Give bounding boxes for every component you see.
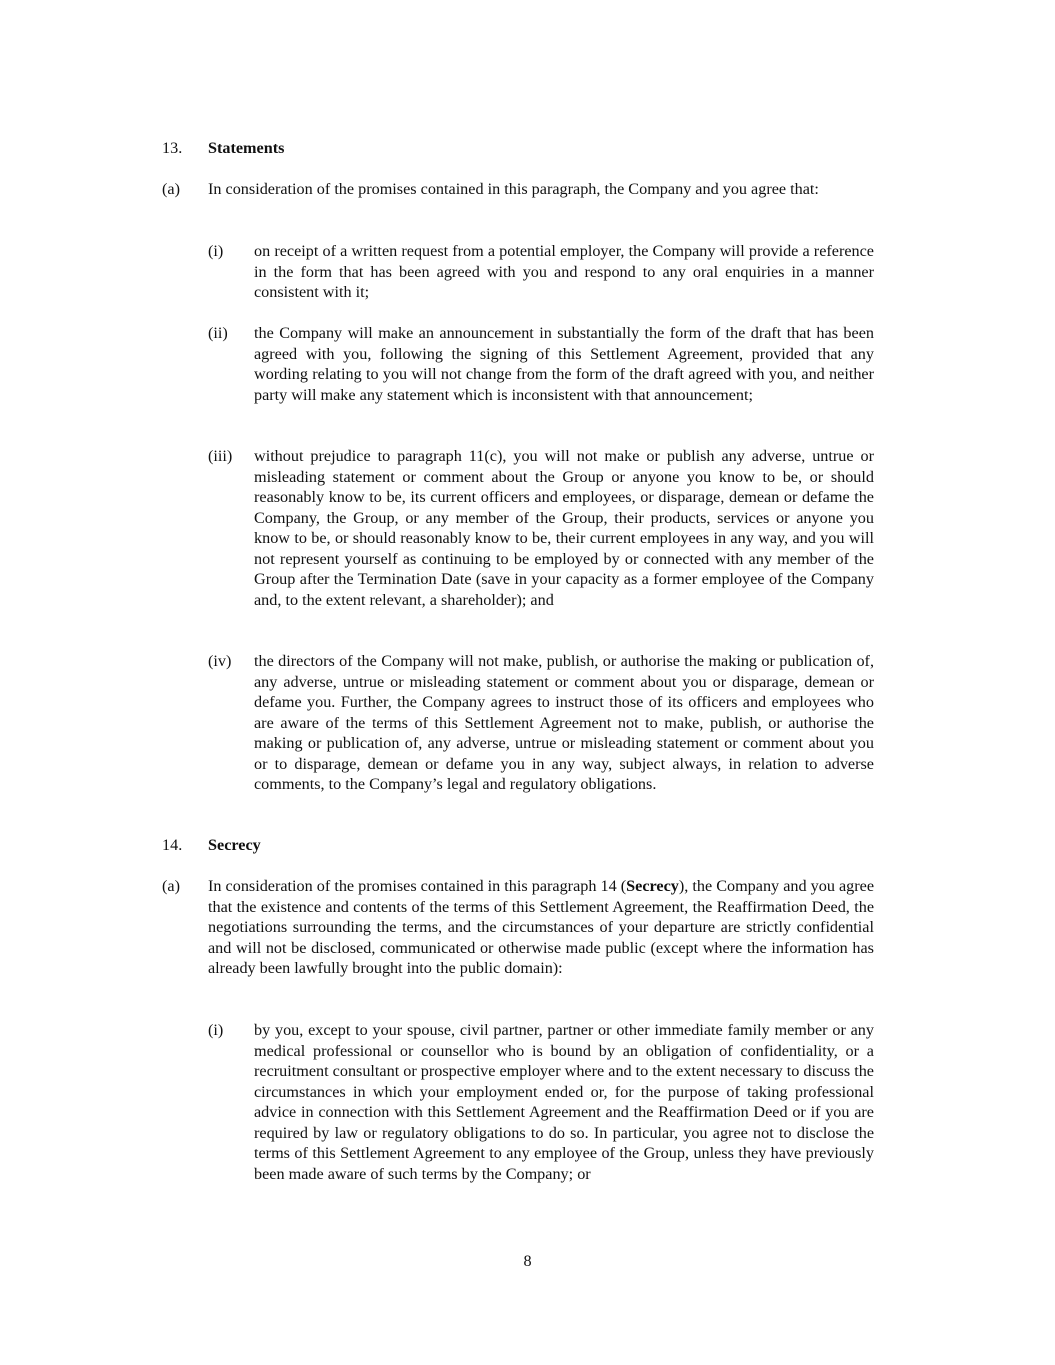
page-number: 8: [523, 1252, 532, 1270]
section-13-item-ii-label: (ii): [208, 324, 228, 342]
section-13-item-iv-text: the directors of the Company will not make, publish, or authorise the making or publication of, any adverse, untrue or misleading statement or comment about you or disparage, demean or defame you. Further, the Company agrees to instruct those of its officers and employees who are aware of the terms of this Settlement Agreement not to make, publish, or authorise the making or publication of, any adverse, untrue or misleading statement or comment about you or to disparage, demean or defame you in any way, subject always, in relation to adverse comments, to the Company’s legal and regulatory obligations.: [254, 652, 874, 793]
section-13-para-a-text: In consideration of the promises contained in this paragraph, the Company and you agree that:: [208, 180, 819, 198]
section-13-item-i-text: on receipt of a written request from a potential employer, the Company will provide a reference in the form that has been agreed with you and respond to any oral enquiries in a manner consistent with it;: [254, 242, 874, 301]
section-13-item-i-label: (i): [208, 242, 224, 260]
section-13-item-iv-label: (iv): [208, 652, 232, 670]
section-14-item-i-label: (i): [208, 1021, 224, 1039]
section-13-heading: Statements: [208, 139, 285, 157]
section-14-para-a-text-end: ), the Company and you agree that the existence and contents of the terms of this Settlement Agreement, the Reaffirmation Deed, the negotiations surrounding the terms, and the circumstances of your departure are strictly confidential and will not be disclosed, communicated or otherwise made public (except where the information has already been lawfully brought into the public domain):: [208, 877, 874, 977]
section-13-para-a-label: (a): [162, 180, 180, 198]
section-14-para-a-defined-term: Secrecy: [626, 877, 679, 895]
section-14-item-i-text: by you, except to your spouse, civil partner, partner or other immediate family member or any medical professional or counsellor who is bound by an obligation of confidentiality, or a recruitment consultant or prospective employer where and to the extent necessary to discuss the circumstances in which your employment ended or, for the purpose of taking professional advice in connection with this Settlement Agreement and the Reaffirmation Deed or if you are required by law or regulatory obligations to do so. In particular, you agree not to disclose the terms of this Settlement Agreement to any employee of the Group, unless they have previously been made aware of such terms by the Company; or: [254, 1021, 874, 1183]
section-13-item-iii-label: (iii): [208, 447, 233, 465]
section-13-item-iii-text: without prejudice to paragraph 11(c), you will not make or publish any adverse, untrue or misleading statement or comment about the Group or anyone you know to be, or should reasonably know to be, its current officers and employees, or disparage, demean or defame the Company, the Group, or any member of the Group, their products, services or anyone you know to be, or should reasonably know to be, their current employees in any way, and you will not represent yourself as continuing to be employed by or connected with any member of the Group after the Termination Date (save in your capacity as a former employee of the Company and, to the extent relevant, a shareholder); and: [254, 447, 874, 609]
section-14-para-a-text-start: In consideration of the promises contained in this paragraph 14 (: [208, 877, 627, 895]
section-14-para-a-text: [208, 876, 874, 979]
section-14-number: 14.: [162, 836, 183, 854]
section-14-para-a-label: (a): [162, 877, 180, 895]
section-14-heading: Secrecy: [208, 836, 261, 854]
section-13-number: 13.: [162, 139, 183, 157]
section-13-item-ii-text: the Company will make an announcement in substantially the form of the draft that has been agreed with you, following the signing of this Settlement Agreement, provided that any wording relating to you will not change from the form of the draft agreed with you, and neither party will make any statement which is inconsistent with that announcement;: [254, 324, 874, 404]
